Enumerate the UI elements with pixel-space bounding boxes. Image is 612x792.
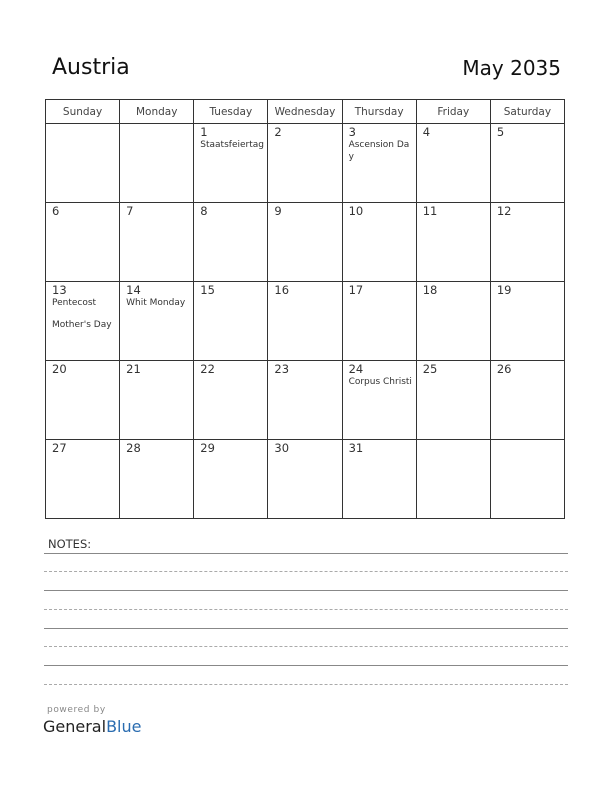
brand-general: General (43, 717, 107, 736)
day-cell (342, 203, 416, 282)
holiday-label: Staatsfeiertag (200, 140, 264, 150)
weekday-header-row (46, 100, 565, 124)
day-cell (490, 203, 564, 282)
day-cell (120, 361, 194, 440)
weekday-header: Saturday (490, 100, 564, 124)
day-cell (194, 361, 268, 440)
day-number: 10 (348, 204, 364, 218)
week-row (46, 361, 565, 440)
day-number: 13 (52, 283, 67, 297)
day-number: 17 (348, 283, 364, 297)
day-number: 8 (200, 204, 208, 218)
day-number: 25 (422, 362, 438, 376)
week-row (46, 440, 565, 519)
day-number: 19 (496, 283, 512, 297)
holiday-label: Pentecost (52, 298, 97, 308)
day-number: 14 (126, 283, 141, 297)
notes-line (44, 665, 568, 666)
day-cell (120, 282, 194, 361)
country-title: Austria (52, 55, 130, 80)
day-number: 28 (126, 441, 141, 455)
day-cell (490, 124, 564, 203)
day-number: 23 (274, 362, 290, 376)
day-cell (416, 203, 490, 282)
day-number: 15 (200, 283, 215, 297)
day-cell (194, 124, 268, 203)
holiday-label: Corpus Christi (348, 377, 412, 387)
day-cell (46, 282, 120, 361)
day-number: 22 (200, 362, 215, 376)
day-number: 5 (496, 125, 505, 139)
day-number: 9 (274, 204, 282, 218)
day-number: 26 (496, 362, 512, 376)
day-number: 3 (348, 125, 356, 139)
week-row (46, 124, 565, 203)
day-number: 20 (52, 362, 67, 376)
day-number: 31 (348, 441, 364, 455)
day-number: 1 (200, 125, 208, 139)
month-year-title: May 2035 (462, 56, 561, 80)
holiday-label: Whit Monday (126, 298, 186, 308)
day-number: 11 (422, 204, 438, 218)
day-number: 18 (422, 283, 438, 297)
day-number: 2 (274, 125, 282, 139)
day-number: 7 (126, 204, 134, 218)
notes-line (44, 553, 568, 554)
day-cell (194, 282, 268, 361)
day-cell (120, 124, 194, 203)
day-cell (120, 440, 194, 519)
day-number: 24 (348, 362, 364, 376)
day-number: 16 (274, 283, 290, 297)
day-cell (268, 282, 342, 361)
generalblue-logo (43, 717, 141, 736)
day-cell (342, 282, 416, 361)
notes-line (44, 571, 568, 572)
day-cell (416, 440, 490, 519)
holiday-label: Ascension Day (348, 140, 410, 162)
notes-label: NOTES: (48, 537, 92, 551)
week-row (46, 203, 565, 282)
week-row (46, 282, 565, 361)
day-number: 29 (200, 441, 215, 455)
weekday-header: Sunday (46, 100, 120, 124)
brand-blue: Blue (106, 717, 142, 736)
day-cell (490, 282, 564, 361)
day-cell (46, 440, 120, 519)
day-cell (194, 440, 268, 519)
day-cell (416, 124, 490, 203)
weekday-header: Monday (120, 100, 194, 124)
weekday-header: Tuesday (194, 100, 268, 124)
day-cell (416, 282, 490, 361)
day-cell (120, 203, 194, 282)
notes-line (44, 684, 568, 685)
day-cell (342, 361, 416, 440)
day-number: 6 (52, 204, 60, 218)
weekday-header: Friday (416, 100, 490, 124)
day-number: 12 (496, 204, 512, 218)
day-cell (46, 124, 120, 203)
day-cell (268, 124, 342, 203)
notes-line (44, 590, 568, 591)
day-cell (268, 361, 342, 440)
day-number: 4 (422, 125, 431, 139)
notes-line (44, 646, 568, 647)
day-cell (416, 361, 490, 440)
weekday-header: Wednesday (268, 100, 342, 124)
day-cell (490, 361, 564, 440)
weekday-header: Thursday (342, 100, 416, 124)
powered-by-text: powered by (47, 705, 106, 715)
day-cell (268, 440, 342, 519)
notes-line (44, 609, 568, 610)
day-cell (46, 361, 120, 440)
day-number: 27 (52, 441, 67, 455)
day-number: 21 (126, 362, 141, 376)
day-cell (342, 124, 416, 203)
notes-line (44, 628, 568, 629)
day-cell (46, 203, 120, 282)
holiday-label: Mother's Day (52, 320, 112, 330)
day-cell (342, 440, 416, 519)
day-cell (490, 440, 564, 519)
day-number: 30 (274, 441, 290, 455)
day-cell (194, 203, 268, 282)
day-cell (268, 203, 342, 282)
calendar-grid (45, 99, 565, 519)
